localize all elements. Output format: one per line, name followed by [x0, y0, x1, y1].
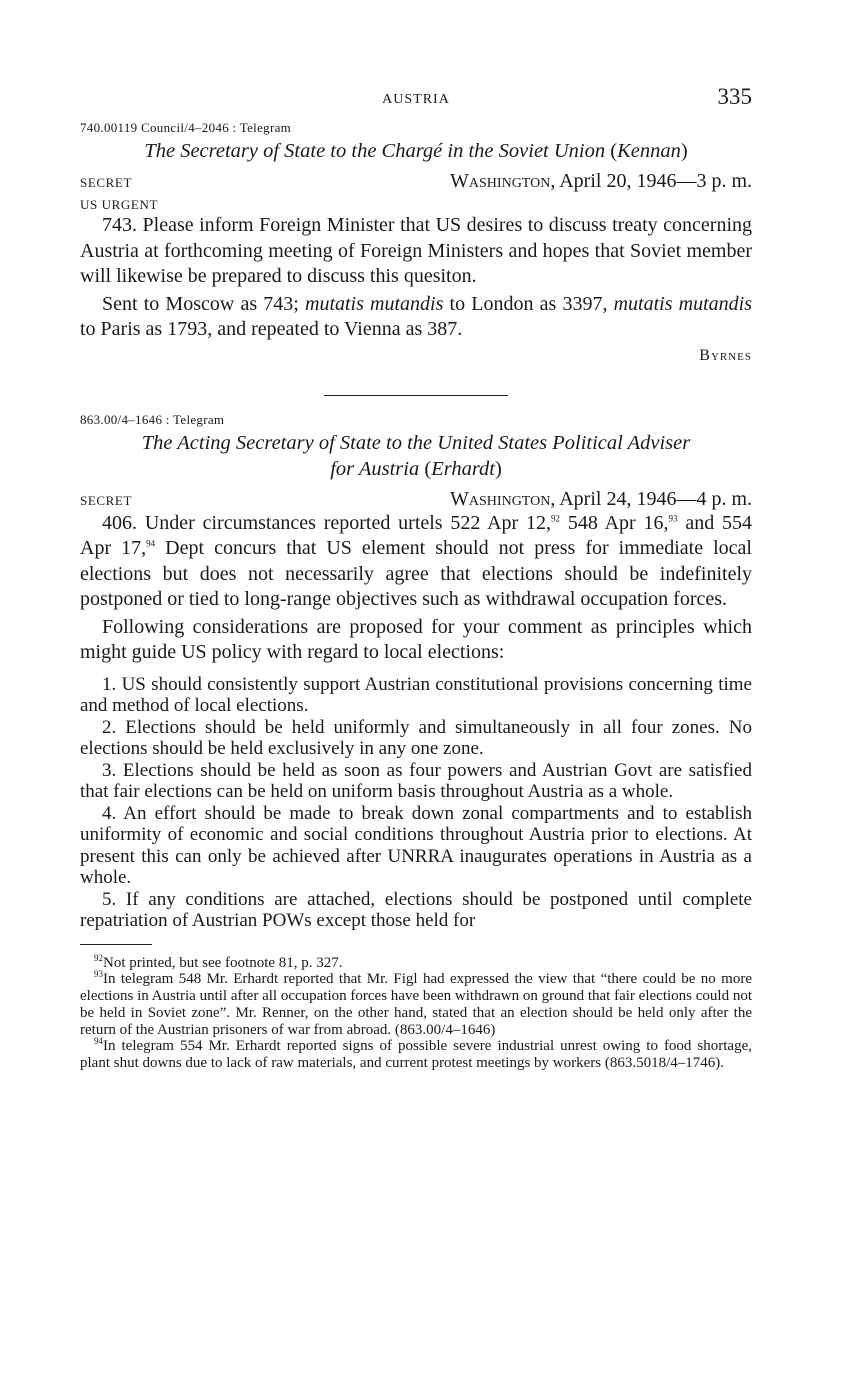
footnote-93: $^{93}$In telegram 548 Mr. Erhardt reported that Mr. Figl had expressed the view that “there could be no more elections in Austria until after all occupation forces have been withdrawn on ground that fair elections could not be held in Soviet zone”. Mr. Renner, on the other hand, stated that an election should be held only after the return of the Austrian prisoners of war from abroad. (863.00/4–1646): [80, 969, 752, 1038]
doc1-reference: 740.00119 Council/4–2046 : Telegram: [80, 120, 292, 135]
doc2-reference: 863.00/4–1646 : Telegram: [80, 411, 225, 427]
doc1-classification: SECRET: [80, 175, 132, 190]
running-head: [80, 84, 752, 118]
doc1-priority: US URGENT: [80, 197, 158, 212]
list-item: 2. Elections should be held uniformly and simultaneously in all four zones. No elections should be held exclusively in any one zone.: [80, 716, 752, 759]
list-item: 5. If any conditions are attached, elections should be postponed until complete repatriation of Austrian POWs except those held for: [80, 888, 752, 931]
doc1-dateline: [80, 170, 752, 193]
doc1-paragraph-1: 743. Please inform Foreign Minister that US desires to discuss treaty concerning Austria at forthcoming meeting of Foreign Ministers and hopes that Soviet member will likewise be prepared to discuss this quesiton.: [80, 214, 752, 287]
document-page: [80, 84, 752, 1072]
doc2-classification: SECRET: [80, 492, 132, 508]
document-2: [80, 412, 752, 932]
page-number: 335: [717, 84, 752, 109]
section-divider: [324, 395, 508, 396]
footnote-94: $^{94}$In telegram 554 Mr. Erhardt reported signs of possible severe industrial unrest owing to food shortage, plant shut downs due to lack of raw materials, and current protest meetings by workers (863.5018/4–1746).: [80, 1036, 752, 1072]
list-item: 1. US should consistently support Austrian constitutional provisions concerning time and method of local elections.: [80, 673, 752, 716]
footnote-92: $^{92}$Not printed, but see footnote 81, p. 327.: [94, 952, 343, 971]
footnote-ref-93: 93: [668, 512, 678, 523]
doc1-title: The Secretary of State to the Chargé in the Soviet Union (Kennan): [144, 140, 688, 162]
doc2-paragraph-1: 406. Under circumstances reported urtels 522 Apr 12,92 548 Apr 16,93 and 554 Apr 17,94 Dept concurs that US element should not press for immediate local elections but does not necessarily agree that elections should be indefinitely postponed or tied to long-range objectives such as withdrawal occupation forces.: [80, 511, 753, 610]
running-head-title: AUSTRIA: [382, 92, 450, 107]
list-item: 4. An effort should be made to break down zonal compartments and to establish uniformity of economic and social conditions throughout Austria prior to elections. At present this can only be achieved after UNRRA inaugurates operations in Austria as a whole.: [80, 802, 752, 888]
doc2-date: Washington, April 24, 1946—4 p. m.: [450, 487, 752, 510]
footnote-ref-92: 92: [551, 512, 561, 523]
doc2-dateline: [80, 488, 752, 511]
doc1-paragraph-2: Sent to Moscow as 743; mutatis mutandis to London as 3397, mutatis mutandis to Paris as 1793, and repeated to Vienna as 387.: [80, 292, 752, 340]
considerations-list: [80, 674, 752, 932]
footnotes: [80, 952, 752, 1073]
footnote-divider: [80, 944, 152, 945]
doc1-date: Washington, April 20, 1946—3 p. m.: [450, 170, 752, 192]
list-item: 3. Elections should be held as soon as four powers and Austrian Govt are satisfied that fair elections can be held on uniform basis throughout Austria as a whole.: [80, 759, 752, 802]
footnote-ref-94: 94: [146, 538, 156, 549]
document-1: [80, 120, 752, 365]
doc1-signature: Byrnes: [699, 346, 752, 364]
doc2-paragraph-2: Following considerations are proposed for your comment as principles which might guide US policy with regard to local elections:: [80, 615, 752, 663]
doc2-title: The Acting Secretary of State to the United States Political Adviser for Austria (Erhardt): [141, 431, 691, 480]
